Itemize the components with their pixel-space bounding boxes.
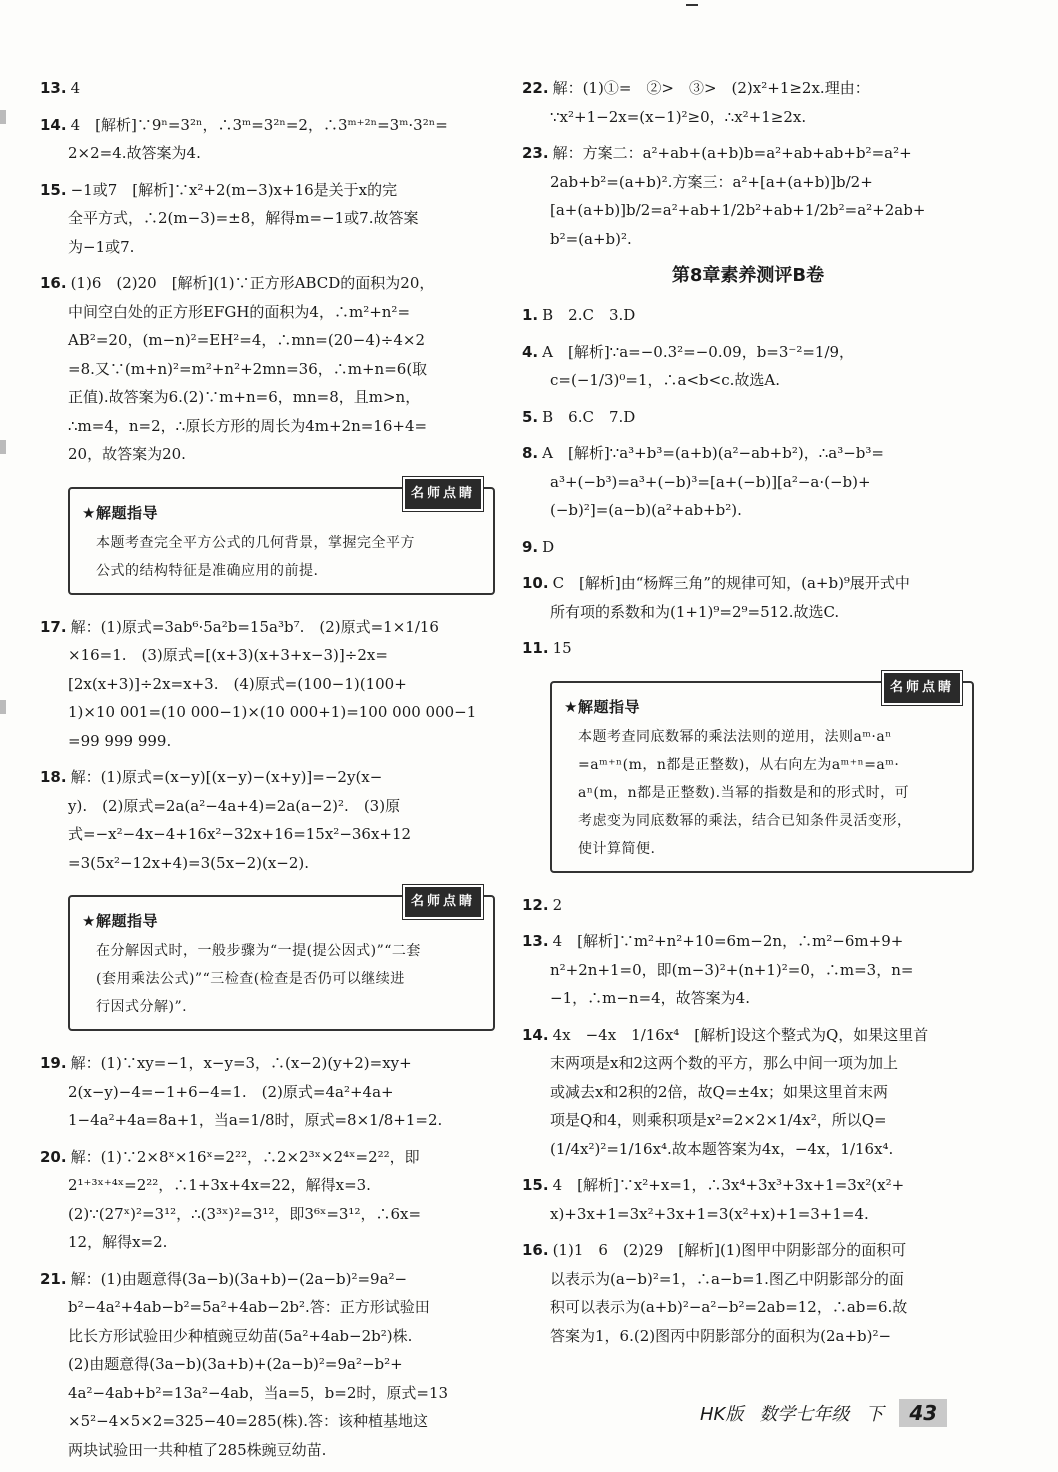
tip-box (68, 895, 495, 1031)
answer-text: (−b)²]=(a−b)(a²+ab+b²). (550, 501, 742, 519)
answer-text: 项是Q和4，则乘积项是x²=2×2×1/4x²，所以Q= (550, 1111, 887, 1129)
answer-text: 2(x−y)−4=−1+6−4=1. (2)原式=4a²+4a+ (68, 1082, 394, 1101)
answer-item (40, 269, 495, 469)
binding-edge-mark (0, 440, 6, 454)
answer-text: 2ab+b²=(a+b)².方案三：a²+[a+(a+b)]b/2+ (550, 172, 873, 191)
answer-item (522, 927, 974, 1013)
question-number: 5. (522, 407, 539, 426)
answer-line (40, 355, 495, 384)
answer-line (40, 233, 495, 262)
answer-text: 4 (70, 79, 81, 97)
answer-line (40, 1407, 495, 1436)
answer-line (522, 196, 974, 225)
answer-text: C [解析]由“杨辉三角”的规律可知，(a+b)⁹展开式中 (552, 574, 910, 592)
answer-text: ×16=1. (3)原式=[(x+3)(x+3+x−3)]÷2x= (68, 646, 388, 664)
answer-line (522, 225, 974, 254)
tip-badge: 名师点睛 (403, 477, 483, 511)
answer-text: (1)6 (2)20 [解析](1)∵正方形ABCD的面积为20， (70, 274, 435, 292)
answer-text: =8.又∵(m+n)²=m²+n²+2mn=36，∴m+n=6(取 (68, 359, 428, 378)
answer-line (40, 412, 495, 441)
answer-text: n²+2n+1=0，即(m−3)²+(n+1)²=0，∴m=3，n= (550, 960, 914, 979)
answer-text: D (542, 537, 555, 556)
answer-line (522, 439, 974, 468)
answer-item (522, 634, 974, 663)
tip-line: 考虑变为同底数幂的乘法，结合已知条件灵活变形， (578, 812, 912, 829)
answer-text: 1)×10 001=(10 000−1)×(10 000+1)=100 000 000−1 (68, 703, 477, 721)
question-number: 21. (40, 1269, 67, 1288)
tip-line: (套用乘法公式)”“三检查(检查是否仍可以继续进 (96, 971, 405, 987)
answer-text: 积可以表示为(a+b)²−a²−b²=2ab=12，∴ab=6.故 (550, 1298, 908, 1316)
answer-line (522, 403, 974, 432)
page-footer (700, 1396, 980, 1430)
answer-line (40, 1436, 495, 1465)
answer-text: −1，∴m−n=4，故答案为4. (550, 989, 750, 1007)
answer-line (40, 1322, 495, 1351)
answer-text: 所有项的系数和为(1+1)⁹=2⁹=512.故选C. (550, 602, 840, 621)
answer-line (40, 1379, 495, 1408)
question-number: 12. (522, 895, 549, 914)
answer-line (522, 1293, 974, 1322)
answer-text: =3(5x²−12x+4)=3(5x−2)(x−2). (68, 853, 310, 872)
answer-line (40, 820, 495, 849)
question-number: 23. (522, 144, 549, 162)
tip-line: 在分解因式时，一般步骤为“一提(提公因式)”“二套 (96, 943, 421, 959)
tip-box (550, 681, 974, 873)
answer-item (40, 613, 495, 756)
answer-line (40, 641, 495, 670)
answer-line (522, 891, 974, 920)
answer-text: c=(−1/3)⁰=1，∴a<b<c.故选A. (550, 371, 780, 389)
tip-line: 本题考查同底数幂的乘法法则的逆用，法则aᵐ·aⁿ (578, 728, 892, 745)
question-number: 22. (522, 79, 549, 97)
question-number: 9. (522, 537, 539, 556)
answer-text: b²−4a²+4ab−b²=5a²+4ab−2b².答：正方形试验田 (68, 1298, 430, 1316)
answer-line (522, 103, 974, 132)
answer-line (40, 440, 495, 469)
answer-line (40, 792, 495, 821)
answer-line (522, 139, 974, 168)
answer-line (522, 927, 974, 956)
answer-text: A [解析]∵a³+b³=(a+b)(a²−ab+b²)，∴a³−b³= (542, 444, 884, 462)
answer-item (40, 176, 495, 262)
question-number: 13. (522, 932, 549, 950)
answer-line (40, 176, 495, 205)
answer-text: 2×2=4.故答案为4. (68, 144, 201, 162)
answer-item (40, 763, 495, 877)
answer-line (522, 1049, 974, 1078)
answer-text: 解：(1)原式=(x−y)[(x−y)−(x+y)]=−2y(x− (70, 768, 383, 786)
top-crop-mark (686, 4, 698, 6)
tip-line: 公式的结构特征是准确应用的前提. (96, 562, 319, 579)
answer-text: 为−1或7. (68, 237, 135, 256)
tip-line: 本题考查完全平方公式的几何背景，掌握完全平方 (96, 534, 415, 551)
answer-line (40, 269, 495, 298)
tip-line: 使计算简便. (578, 840, 656, 857)
answer-text: 4x −4x 1/16x⁴ [解析]设这个整式为Q，如果这里首 (552, 1025, 929, 1044)
answer-text: 两块试验田一共种植了285株豌豆幼苗. (68, 1440, 327, 1459)
answer-text: (1/4x²)²=1/16x⁴.故本题答案为4x，−4x，1/16x⁴. (550, 1139, 894, 1158)
answer-item (522, 891, 974, 920)
answer-text: 解：(1)由题意得(3a−b)(3a+b)−(2a−b)²=9a²− (70, 1269, 408, 1288)
answer-item (522, 301, 974, 330)
answer-line (522, 301, 974, 330)
answer-item (40, 1049, 495, 1135)
answer-item (522, 1236, 974, 1350)
answer-text: 全平方式，∴2(m−3)=±8，解得m=−1或7.故答案 (68, 209, 419, 227)
answer-line (40, 1049, 495, 1078)
section-title: 第8章素养测评B卷 (671, 265, 825, 286)
tip-heading: ★解题指导 (82, 912, 158, 930)
answer-line (40, 763, 495, 792)
answer-item (40, 1143, 495, 1257)
answer-text: 4 [解析]∵m²+n²+10=6m−2n，∴m²−6m+9+ (552, 932, 904, 950)
answer-line (522, 74, 974, 103)
answer-text: 解：(1)原式=3ab⁶·5a²b=15a³b⁷. (2)原式=1×1/16 (70, 617, 439, 636)
binding-edge-mark (0, 110, 6, 124)
answer-text: 解：(1)∵xy=−1，x−y=3，∴(x−2)(y+2)=xy+ (70, 1054, 412, 1072)
answer-text: AB²=20，(m−n)²=EH²=4，∴mn=(20−4)÷4×2 (68, 331, 425, 349)
tip-line: 行因式分解)”. (96, 999, 188, 1015)
answer-line (522, 1265, 974, 1294)
tip-line: aⁿ(m，n都是正整数).当幂的指数是和的形式时，可 (578, 784, 910, 801)
question-number: 15. (40, 180, 67, 199)
question-number: 13. (40, 79, 67, 97)
answer-line (40, 1171, 495, 1200)
answer-line (522, 984, 974, 1013)
answer-item (522, 569, 974, 626)
answer-text: 解：(1)①= ②> ③> (2)x²+1≥2x.理由： (552, 79, 870, 97)
answer-item (522, 74, 974, 131)
answer-item (522, 139, 974, 253)
answer-text: (2)∵(27ˣ)²=3¹²，∴(3³ˣ)²=3¹²，即3⁶ˣ=3¹²，∴6x= (68, 1204, 422, 1223)
answer-text: 比长方形试验田少种植豌豆幼苗(5a²+4ab−2b²)株. (68, 1326, 413, 1345)
answer-line (522, 569, 974, 598)
answer-line (40, 111, 495, 140)
answer-line (40, 298, 495, 327)
answer-line (40, 670, 495, 699)
answer-text: 2¹⁺³ˣ⁺⁴ˣ=2²²，∴1+3x+4x=22，解得x=3. (68, 1176, 371, 1194)
answer-item (522, 1021, 974, 1164)
tip-heading: ★解题指导 (564, 697, 640, 716)
answer-line (522, 496, 974, 525)
answer-text: 1−4a²+4a=8a+1，当a=1/8时，原式=8×1/8+1=2. (68, 1111, 443, 1129)
question-number: 17. (40, 617, 67, 636)
answer-text: A [解析]∵a=−0.3²=−0.09，b=3⁻²=1/9， (542, 342, 855, 361)
question-number: 15. (522, 1176, 549, 1194)
binding-edge-mark (0, 700, 6, 714)
answer-line (522, 533, 974, 562)
answer-text: 末两项是x和2这两个数的平方，那么中间一项为加上 (550, 1054, 899, 1072)
answer-line (522, 1021, 974, 1050)
answer-text: 4a²−4ab+b²=13a²−4ab，当a=5，b=2时，原式=13 (68, 1383, 449, 1402)
answer-line (40, 1293, 495, 1322)
question-number: 16. (40, 274, 67, 292)
answer-item (522, 533, 974, 562)
answer-line (522, 168, 974, 197)
answer-line (522, 1200, 974, 1229)
page-number: 43 (899, 1399, 947, 1427)
question-number: 14. (522, 1025, 549, 1044)
answer-text: B 2.C 3.D (542, 306, 636, 324)
left-column (40, 74, 495, 1472)
answer-line (522, 956, 974, 985)
answer-line (40, 326, 495, 355)
answer-line (522, 366, 974, 395)
answer-text: ∵x²+1−2x=(x−1)²≥0，∴x²+1≥2x. (550, 107, 807, 126)
answer-text: 20，故答案为20. (68, 445, 186, 463)
answer-text: a³+(−b³)=a³+(−b)³=[a+(−b)][a²−a·(−b)+ (550, 472, 871, 491)
question-number: 8. (522, 444, 539, 462)
answer-text: x)+3x+1=3x²+3x+1=3(x²+x)+1=3+1=4. (550, 1204, 869, 1223)
subject-label: 数学七年级 (759, 1404, 850, 1425)
answer-line (40, 1106, 495, 1135)
answer-line (40, 1143, 495, 1172)
answer-text: 12，解得x=2. (68, 1233, 168, 1251)
answer-line (522, 1106, 974, 1135)
answer-line (522, 468, 974, 497)
question-number: 10. (522, 574, 549, 592)
answer-item (522, 1171, 974, 1228)
answer-text: 式=−x²−4x−4+16x²−32x+16=15x²−36x+12 (68, 825, 412, 843)
answer-line (522, 1322, 974, 1351)
answer-line (40, 1078, 495, 1107)
answer-text: B 6.C 7.D (542, 407, 636, 426)
answer-line (40, 1200, 495, 1229)
tip-heading: ★解题指导 (82, 503, 158, 522)
tip-line: =aᵐ⁺ⁿ(m，n都是正整数)，从右向左为aᵐ⁺ⁿ=aᵐ· (578, 756, 900, 773)
tip-badge: 名师点睛 (403, 885, 483, 919)
answer-text: 或减去x和2积的2倍，故Q=±4x；如果这里首末两 (550, 1082, 888, 1101)
question-number: 14. (40, 115, 67, 134)
answer-item (40, 111, 495, 168)
tip-text (96, 529, 481, 585)
question-number: 19. (40, 1054, 67, 1072)
edition-label: HK版 (700, 1404, 744, 1425)
volume-label: 下 (865, 1404, 884, 1425)
answer-text: b²=(a+b)². (550, 229, 632, 248)
answer-item (522, 338, 974, 395)
answer-item (40, 74, 495, 103)
answer-text: 4 [解析]∵9ⁿ=3²ⁿ，∴3ᵐ=3²ⁿ=2，∴3ᵐ⁺²ⁿ=3ᵐ·3²ⁿ= (70, 115, 448, 134)
answer-line (40, 849, 495, 878)
answer-line (40, 727, 495, 756)
answer-text: y). (2)原式=2a(a²−4a+4)=2a(a−2)². (3)原 (68, 796, 401, 815)
answer-text: 解：方案二：a²+ab+(a+b)b=a²+ab+ab+b²=a²+ (552, 144, 912, 162)
answer-line (522, 1171, 974, 1200)
tip-box (68, 487, 495, 595)
answer-text: 2 (552, 895, 563, 914)
question-number: 16. (522, 1241, 549, 1259)
answer-line (40, 74, 495, 103)
question-number: 18. (40, 768, 67, 786)
answer-line (40, 204, 495, 233)
answer-line (522, 1236, 974, 1265)
tip-text (96, 937, 481, 1021)
answer-text: =99 999 999. (68, 731, 172, 750)
answer-text: 正值).故答案为6.(2)∵m+n=6，mn=8，且m>n， (68, 388, 421, 406)
answer-text: ∴m=4，n=2，∴原长方形的周长为4m+2n=16+4= (68, 416, 428, 435)
answer-text: −1或7 [解析]∵x²+2(m−3)x+16是关于x的完 (70, 180, 398, 199)
answer-text: 4 [解析]∵x²+x=1，∴3x⁴+3x³+3x+1=3x²(x²+ (552, 1176, 905, 1194)
question-number: 4. (522, 342, 539, 361)
answer-line (522, 1078, 974, 1107)
answer-text: ×5²−4×5×2=325−40=285(株).答：该种植基地这 (68, 1412, 428, 1430)
question-number: 1. (522, 306, 539, 324)
answer-line (522, 634, 974, 663)
answer-line (522, 598, 974, 627)
answer-text: [a+(a+b)]b/2=a²+ab+1/2b²+ab+1/2b²=a²+2ab+ (550, 201, 926, 219)
tip-text (578, 723, 960, 863)
answer-text: 以表示为(a−b)²=1，∴a−b=1.图乙中阴影部分的面 (550, 1269, 904, 1288)
answer-line (522, 338, 974, 367)
answer-line (40, 139, 495, 168)
answer-text: 中间空白处的正方形EFGH的面积为4，∴m²+n²= (68, 302, 411, 321)
answer-line (40, 613, 495, 642)
answer-text: (1)1 6 (2)29 [解析](1)图甲中阴影部分的面积可 (552, 1241, 907, 1259)
answer-item (522, 439, 974, 525)
answer-item (40, 1265, 495, 1465)
answer-item (522, 403, 974, 432)
answer-text: 解：(1)∵2×8ˣ×16ˣ=2²²，∴2×2³ˣ×2⁴ˣ=2²²，即 (70, 1147, 420, 1166)
answer-line (522, 1135, 974, 1164)
answer-text: 15 (552, 639, 572, 657)
answer-line (40, 1228, 495, 1257)
answer-line (40, 1265, 495, 1294)
answer-line (40, 698, 495, 727)
answer-line (40, 1350, 495, 1379)
answer-line (40, 383, 495, 412)
answer-text: [2x(x+3)]÷2x=x+3. (4)原式=(100−1)(100+ (68, 674, 407, 693)
question-number: 20. (40, 1147, 67, 1166)
right-column (522, 74, 974, 1358)
question-number: 11. (522, 639, 549, 657)
answer-text: 答案为1，6.(2)图丙中阴影部分的面积为(2a+b)²− (550, 1326, 892, 1345)
answer-text: (2)由题意得(3a−b)(3a+b)+(2a−b)²=9a²−b²+ (68, 1355, 403, 1373)
tip-badge: 名师点睛 (882, 671, 962, 705)
